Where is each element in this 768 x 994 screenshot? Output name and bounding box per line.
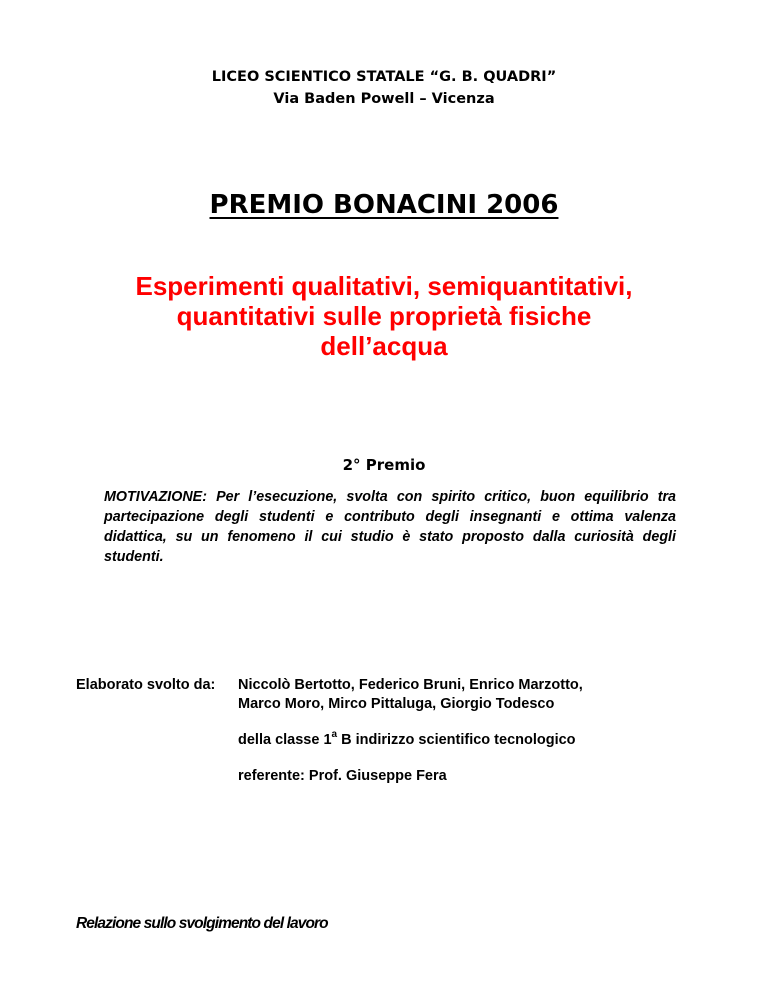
school-header: [0, 66, 768, 110]
report-section-title: Relazione sullo svolgimento del lavoro: [76, 915, 328, 932]
school-name: LICEO SCIENTICO STATALE “G. B. QUADRI”: [211, 69, 557, 85]
class-superscript: a: [331, 729, 338, 741]
authors-line-1: Niccolò Bertotto, Federico Bruni, Enrico Marzotto,: [238, 677, 583, 693]
referent: referente: Prof. Giuseppe Fera: [238, 768, 447, 784]
experiment-title-line-2: quantitativi sulle proprietà fisiche: [176, 301, 592, 331]
class-suffix: B indirizzo scientifico tecnologico: [337, 732, 576, 748]
experiment-title-line-3: dell’acqua: [320, 331, 448, 361]
class-info: [238, 730, 576, 750]
class-prefix: della classe 1: [238, 732, 332, 748]
experiment-title-line-1: Esperimenti qualitativi, semiquantitativi,: [135, 271, 633, 301]
school-address: Via Baden Powell – Vicenza: [273, 91, 495, 107]
prize-title-text: PREMIO BONACINI 2006: [209, 190, 559, 220]
prize-title: [0, 188, 768, 222]
motivation-paragraph: MOTIVAZIONE: Per l’esecuzione, svolta con spirito critico, buon equilibrio tra partecipazione degli studenti e contributo degli insegnanti e ottima valenza didattica, su un fenomeno il cui studio è stato proposto dalla curiosità degli studenti.: [104, 489, 676, 565]
award-label: 2° Premio: [342, 456, 426, 474]
authors-line-2: Marco Moro, Mirco Pittaluga, Giorgio Todesco: [238, 696, 555, 712]
authors-label: Elaborato svolto da:: [76, 677, 216, 693]
experiment-title: [0, 271, 768, 361]
